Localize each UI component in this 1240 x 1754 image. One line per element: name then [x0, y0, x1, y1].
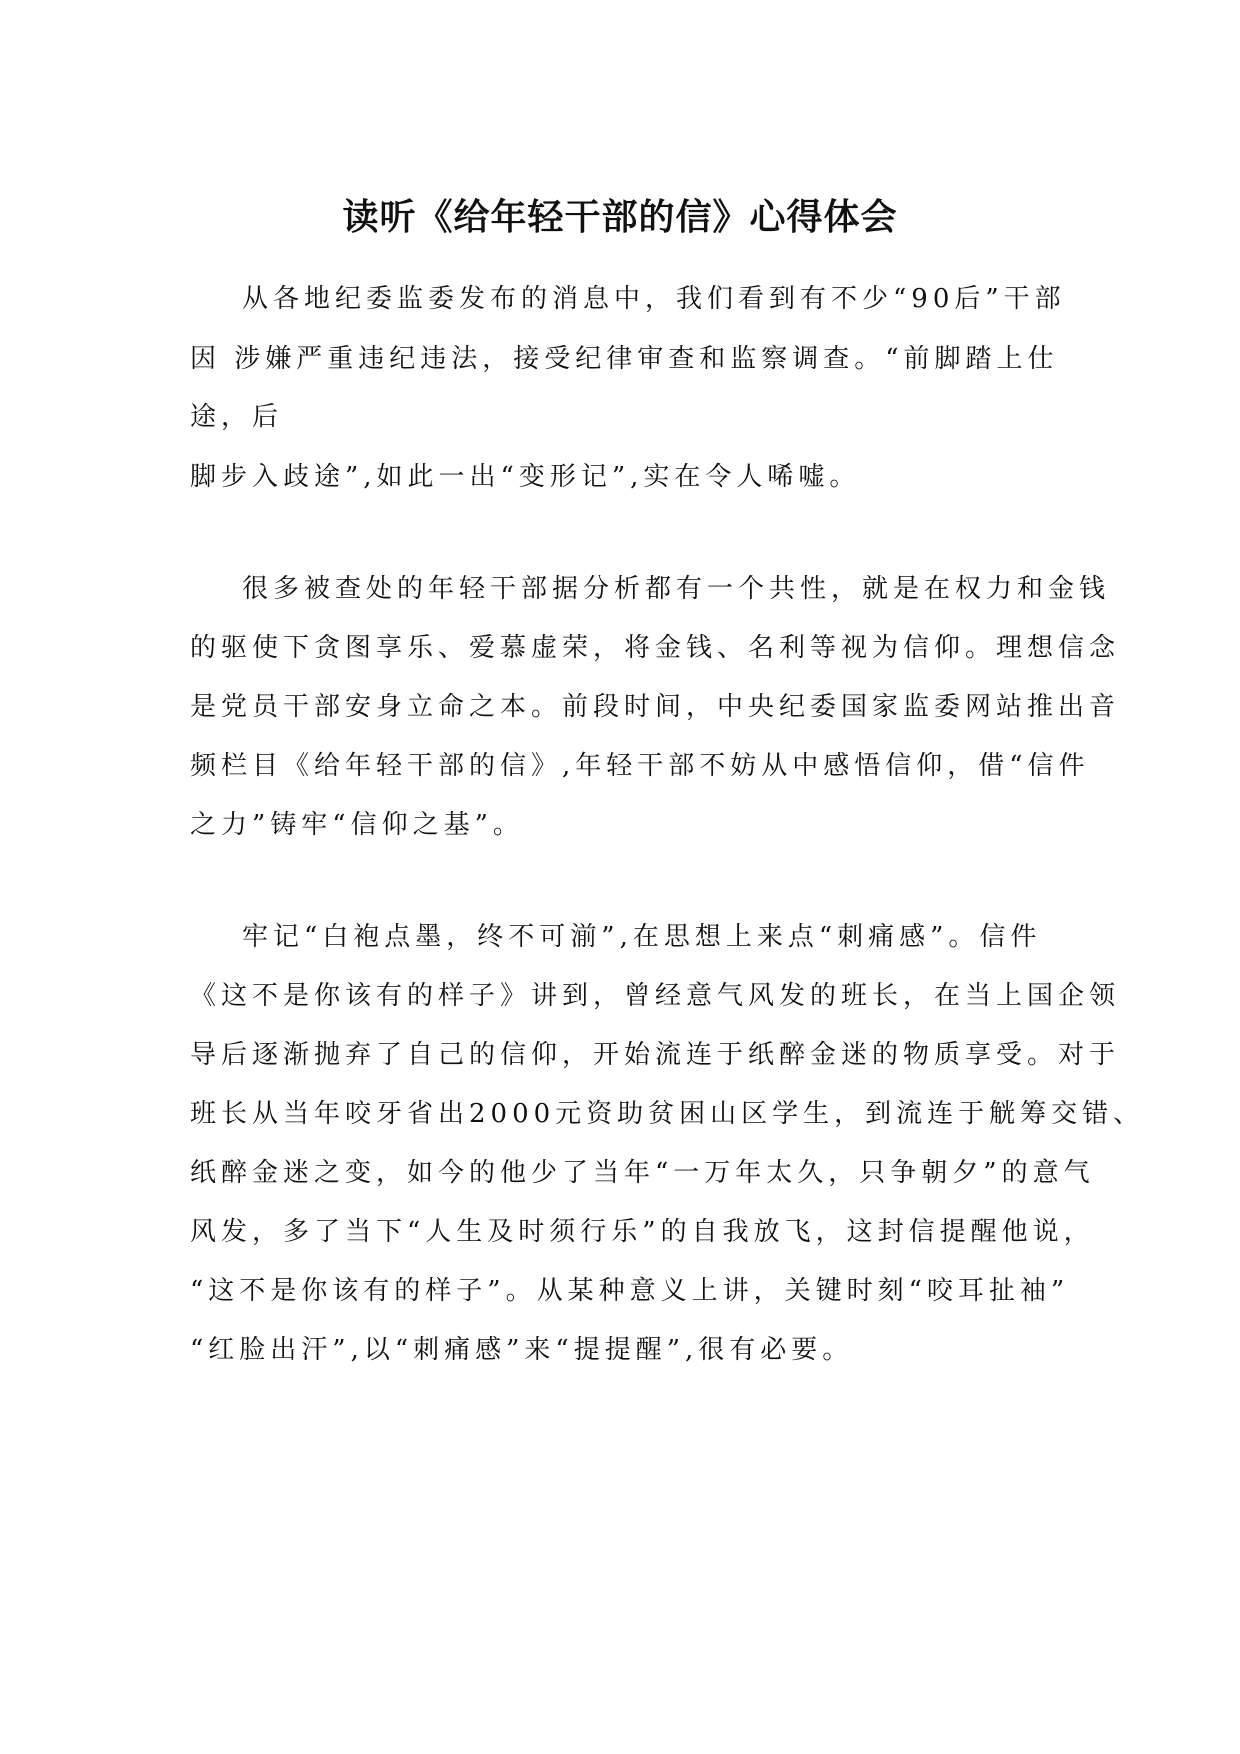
paragraph-1-line-2: 因 涉嫌严重违纪违法，接受纪律审查和监察调查。“前脚踏上仕 — [190, 344, 1059, 374]
paragraph-1-line-1: 从各地纪委监委发布的消息中，我们看到有不少“90后”干部 — [242, 284, 1066, 314]
paragraph-3-line-2: 《这不是你该有的样子》讲到，曾经意气风发的班长，在当上国企领 — [190, 981, 1121, 1011]
paragraph-2-line-2: 的驱使下贪图享乐、爱慕虚荣，将金钱、名利等视为信仰。理想信念 — [190, 633, 1121, 663]
paragraph-3-line-4: 班长从当年咬牙省出2000元资助贫困山区学生，到流连于觥筹交错、 — [190, 1099, 1145, 1129]
paragraph-2-line-4: 频栏目《给年轻干部的信》,年轻干部不妨从中感悟信仰，借“信件 — [190, 751, 1090, 781]
paragraph-3-line-3: 导后逐渐抛弃了自己的信仰，开始流连于纸醉金迷的物质享受。对于 — [190, 1040, 1121, 1070]
paragraph-3-line-6: 风发，多了当下“人生及时须行乐”的自我放飞，这封信提醒他说， — [190, 1217, 1095, 1247]
paragraph-3-line-1: 牢记“白袍点墨，终不可湔”,在思想上来点“刺痛感”。信件 — [242, 922, 1042, 952]
paragraph-3-line-8: “红脸出汗”,以“刺痛感”来“提提醒”,很有必要。 — [190, 1335, 854, 1365]
paragraph-1-line-4: 脚步入歧途”,如此一出“变形记”,实在令人唏嘘。 — [190, 462, 861, 492]
paragraph-1-line-3: 途，后 — [190, 402, 284, 432]
paragraph-2-line-1: 很多被查处的年轻干部据分析都有一个共性，就是在权力和金钱 — [242, 574, 1111, 604]
document-title: 读听《给年轻干部的信》心得体会 — [342, 197, 898, 238]
paragraph-2-line-5: 之力”铸牢“信仰之基”。 — [190, 810, 524, 840]
paragraph-3-line-7: “这不是你该有的样子”。从某种意义上讲，关键时刻“咬耳扯袖” — [190, 1276, 1070, 1306]
paragraph-2-line-3: 是党员干部安身立命之本。前段时间，中央纪委国家监委网站推出音 — [190, 692, 1121, 722]
paragraph-3-line-5: 纸醉金迷之变，如今的他少了当年“一万年太久，只争朝夕”的意气 — [190, 1158, 1095, 1188]
